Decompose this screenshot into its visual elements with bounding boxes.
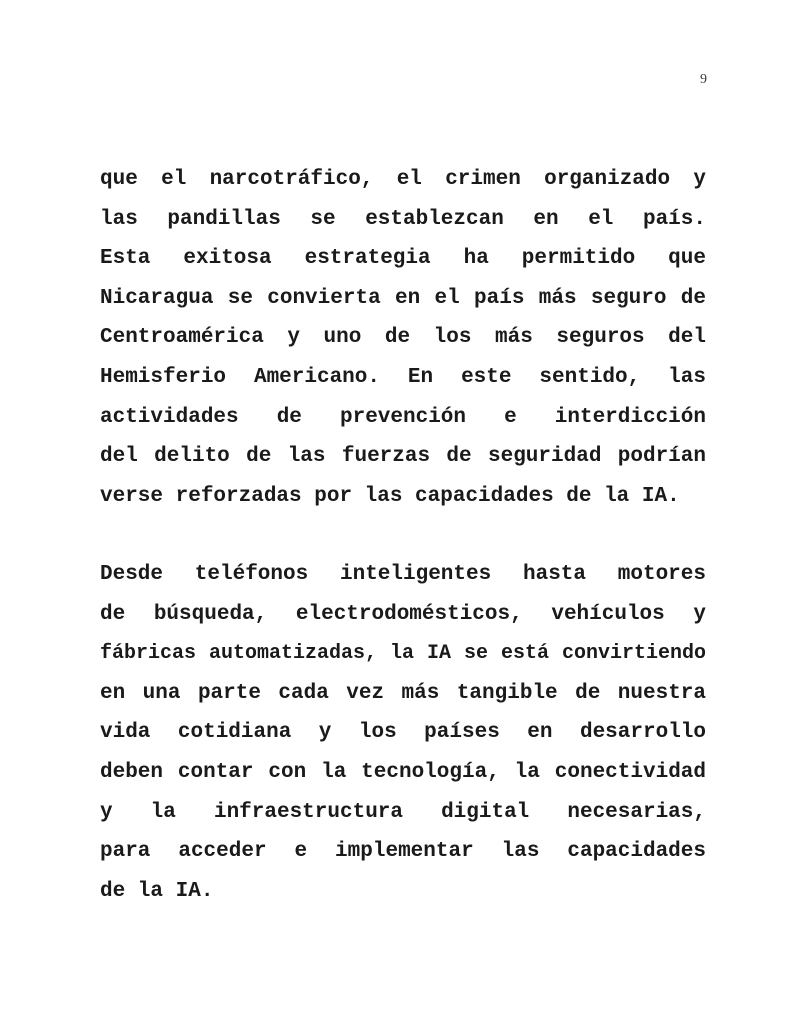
text-line: Centroamérica y uno de los más seguros del [100, 326, 706, 350]
page-number: 9 [700, 72, 707, 87]
text-line: vida cotidiana y los países en desarrollo [100, 721, 706, 745]
paragraph-1 [100, 160, 706, 516]
text-line: que el narcotráfico, el crimen organizado y [100, 168, 706, 191]
text-line: Hemisferio Americano. En este sentido, las [100, 365, 706, 389]
paragraph-2 [100, 555, 706, 911]
text-line: Nicaragua se convierta en el país más seguro de [100, 286, 706, 310]
text-line: de búsqueda, electrodomésticos, vehículos y [100, 602, 706, 626]
text-line: fábricas automatizadas, la IA se está convirtiendo [100, 642, 706, 666]
text-line: de la IA. [100, 879, 214, 903]
text-line: actividades de prevención e interdicción [100, 405, 706, 429]
text-line: en una parte cada vez más tangible de nuestra [100, 681, 706, 705]
text-line: deben contar con la tecnología, la conectividad [100, 760, 706, 784]
text-line: verse reforzadas por las capacidades de la IA. [100, 484, 680, 508]
text-line: las pandillas se establezcan en el país. [100, 207, 706, 231]
text-line: Esta exitosa estrategia ha permitido que [100, 247, 706, 271]
text-line: del delito de las fuerzas de seguridad podrían [100, 445, 706, 469]
text-line: y la infraestructura digital necesarias, [100, 800, 706, 824]
text-line: Desde teléfonos inteligentes hasta motores [100, 563, 706, 586]
text-line: para acceder e implementar las capacidades [100, 840, 706, 864]
